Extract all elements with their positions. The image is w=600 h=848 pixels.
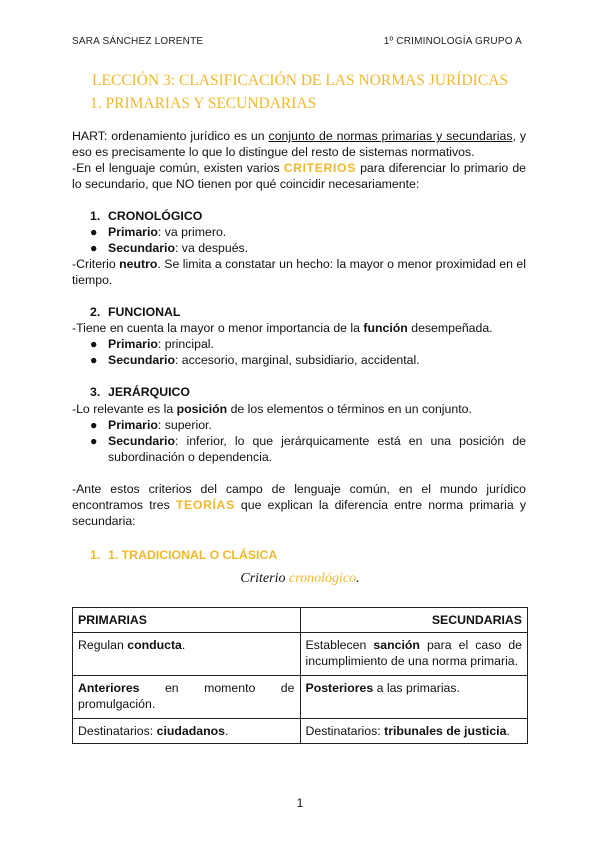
jerarquico-intro: -Lo relevante es la posición de los elementos o términos en un conjunto. (72, 402, 472, 416)
comparison-table (72, 607, 528, 744)
list-item: ● Primario: va primero. (90, 225, 227, 239)
heading-tradicional: 1. 1. TRADICIONAL O CLÁSICA (90, 548, 278, 562)
header-primarias: PRIMARIAS (73, 608, 301, 633)
section-subtitle: 1. PRIMARIAS Y SECUNDARIAS (90, 95, 317, 112)
bullet-icon: ● (90, 241, 98, 255)
page-number: 1 (296, 796, 304, 810)
cronologico-note: -Criterio neutro. Se limita a constatar un hecho: la mayor o menor proximidad en el tiempo. (72, 257, 526, 287)
heading-funcional: 2. FUNCIONAL (90, 305, 181, 319)
header-author: SARA SÁNCHEZ LORENTE (72, 36, 204, 47)
list-item: ● Primario: principal. (90, 337, 214, 351)
header-course: 1º CRIMINOLOGÍA GRUPO A (383, 36, 522, 47)
table-row (73, 633, 528, 676)
heading-jerarquico: 3. JERÁRQUICO (90, 385, 190, 399)
intro-paragraph-1: HART: ordenamiento jurídico es un conjunto de normas primarias y secundarias, y eso es precisamente lo que lo distingue del resto de sistemas normativos. (72, 129, 526, 159)
intro-paragraph-2: -En el lenguaje común, existen varios CRITERIOS para diferenciar lo primario de lo secundario, que NO tienen por qué coincidir necesariamente: (72, 161, 526, 191)
bullet-icon: ● (90, 353, 98, 367)
list-item: ● Secundario: va después. (90, 241, 249, 255)
table-row (73, 719, 528, 744)
heading-cronologico: 1. CRONOLÓGICO (90, 209, 203, 223)
theories-paragraph: -Ante estos criterios del campo de lenguaje común, en el mundo jurídico encontramos tres TEORÍAS que explican la diferencia entre norma primaria y secundaria: (72, 482, 526, 528)
table-cell: Regulan conducta. (73, 633, 301, 676)
table-row (73, 676, 528, 719)
criterios-highlight: CRITERIOS (283, 161, 357, 175)
underlined-phrase: conjunto de normas primarias y secundarias (268, 129, 513, 143)
table-cell: Destinatarios: ciudadanos. (73, 719, 301, 744)
bullet-icon: ● (90, 418, 98, 432)
header-secundarias: SECUNDARIAS (300, 608, 528, 633)
bullet-icon: ● (90, 225, 98, 239)
lesson-title: LECCIÓN 3: CLASIFICACIÓN DE LAS NORMAS JURÍDICAS (92, 72, 508, 89)
bullet-icon: ● (90, 337, 98, 351)
list-item: ● Secundario: inferior, lo que jerárquicamente está en una posición de subordinación o dependencia. (90, 434, 526, 464)
table-cell: Posteriores a las primarias. (300, 676, 528, 719)
list-item: ● Secundario: accesorio, marginal, subsidiario, accidental. (90, 353, 420, 367)
table-cell: Establecen sanción para el caso de incumplimiento de una norma primaria. (300, 633, 528, 676)
list-item: ● Primario: superior. (90, 418, 212, 432)
funcional-intro: -Tiene en cuenta la mayor o menor importancia de la función desempeñada. (72, 321, 493, 335)
table-cell: Destinatarios: tribunales de justicia. (300, 719, 528, 744)
criterion-caption: Criterio cronológico. (240, 571, 360, 586)
table-row (73, 608, 528, 633)
table-cell: Anteriores en momento de promulgación. (73, 676, 301, 719)
teorias-highlight: TEORÍAS (175, 498, 235, 512)
bullet-icon: ● (90, 434, 98, 448)
